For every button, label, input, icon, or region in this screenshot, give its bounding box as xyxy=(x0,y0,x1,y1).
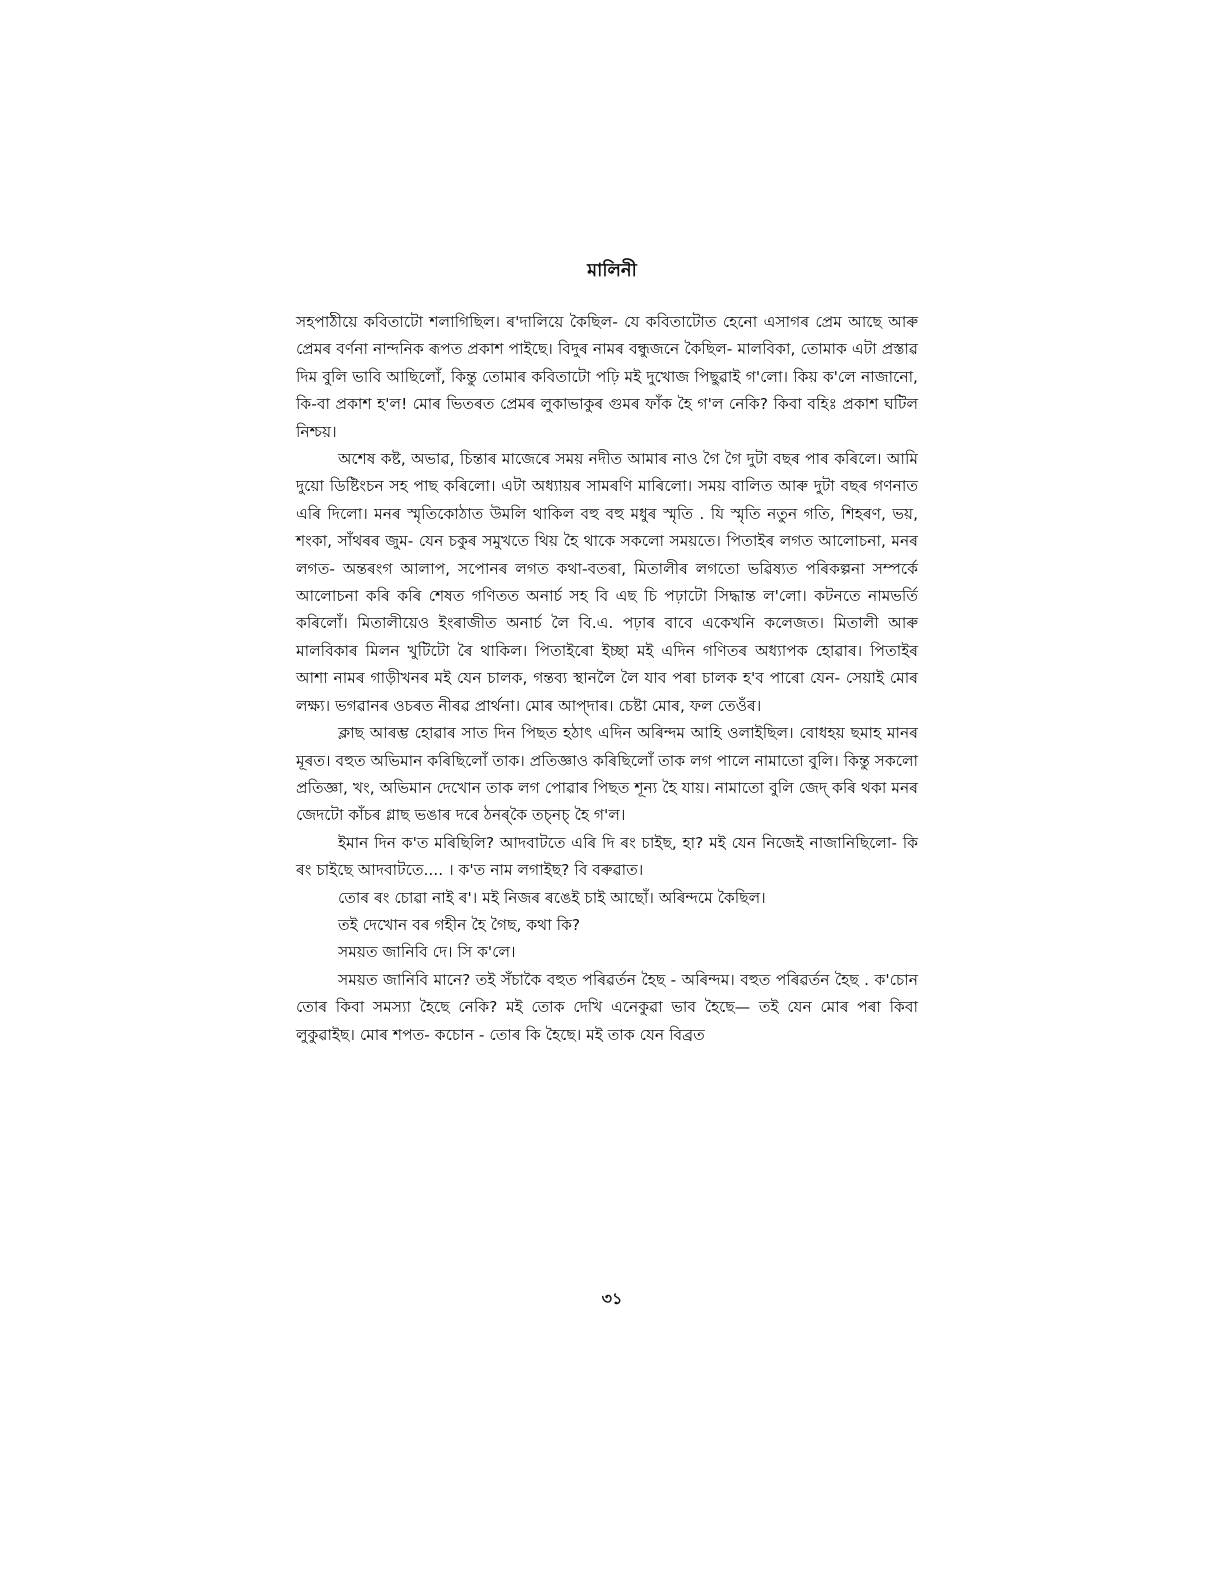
page-number: ৩১ xyxy=(601,1289,623,1308)
paragraph: তোৰ ৰং চোৱা নাই ৰ'। মই নিজৰ ৰঙেই চাই আছোঁ। অৰিন্দমে কৈছিল। xyxy=(338,888,766,907)
paragraph: সহপাঠীয়ে কবিতাটো শলাগিছিল। ৰ'দালিয়ে কৈছিল- যে কবিতাটোত হেনো এসাগৰ প্ৰেম আছে আৰু প্ৰেমৰ বৰ্ণনা নান্দনিক ৰূপত প্ৰকাশ পাইছে। বিদুৰ নামৰ বন্ধুজনে কৈছিল- মালবিকা, তোমাক এটা প্ৰস্তাৱ দিম বুলি ভাবি আছিলোঁ, কিন্তু তোমাৰ কবিতাটো পঢ়ি মই দুখোজ পিছুৱাই গ'লো। কিয় ক'লে নাজানো, কি-বা প্ৰকাশ হ'ল! মোৰ ভিতৰত প্ৰেমৰ লুকাভাকুৰ গুমৰ ফাঁক হৈ গ'ল নেকি? কিবা বহিঃ প্ৰকাশ ঘটিল নিশ্চয়। xyxy=(296,313,918,441)
page-title: মালিনী xyxy=(587,260,637,281)
paragraph: ইমান দিন ক'ত মৰিছিলি? আদবাটতে এৰি দি ৰং চাইছ, হা? মই যেন নিজেই নাজানিছিলো- কি ৰং চাইছে আদবাটতে.... । ক'ত নাম লগাইছ? বি বৰুৱাত। xyxy=(296,833,918,880)
paragraph: ক্লাছ আৰম্ভ হোৱাৰ সাত দিন পিছত হঠাৎ এদিন অৰিন্দম আহি ওলাইছিল। বোধহয় ছমাহ মানৰ মূৰত। বহুত অভিমান কৰিছিলোঁ তাক। প্ৰতিজ্ঞাও কৰিছিলোঁ তাক লগ পালে নামাতো বুলি। কিন্তু সকলো প্ৰতিজ্ঞা, খং, অভিমান দেখোন তাক লগ পোৱাৰ পিছত শূন্য হৈ যায়। নামাতো বুলি জেদ্ কৰি থকা মনৰ জেদটো কাঁচৰ গ্লাছ ভঙাৰ দৰে ঠনৰ্‌কৈ তচ্‌নচ্‌ হৈ গ'ল। xyxy=(296,724,918,825)
paragraph: সময়ত জানিবি মানে? তই সঁচাকৈ বহুত পৰিৱৰ্তন হৈছ - অৰিন্দম। বহুত পৰিৱৰ্তন হৈছ . ক'চোন তোৰ কিবা সমস্যা হৈছে নেকি? মই তোক দেখি এনেকুৱা ভাব হৈছে— তই যেন মোৰ পৰা কিবা লুকুৱাইছ। মোৰ শপত- কচোন - তোৰ কি হৈছে। মই তাক যেন বিব্ৰত xyxy=(296,970,918,1044)
paragraph: অশেষ কষ্ট, অভাৱ, চিন্তাৰ মাজেৰে সময় নদীত আমাৰ নাও গৈ গৈ দুটা বছৰ পাৰ কৰিলে। আমি দুয়ো ডিষ্টিংচন সহ পাছ কৰিলো। এটা অধ্যায়ৰ সামৰণি মাৰিলো। সময় বালিত আৰু দুটা বছৰ গণনাত এৰি দিলো। মনৰ স্মৃতিকোঠাত উমলি থাকিল বহু বহু মধুৰ স্মৃতি . যি স্মৃতি নতুন গতি, শিহৰণ, ভয়, শংকা, সাঁথৰৰ জুম- যেন চকুৰ সমুখতে থিয় হৈ থাকে সকলো সময়তে। পিতাইৰ লগত আলোচনা, মনৰ লগত- অন্তৰংগ আলাপ, সপোনৰ লগত কথা-বতৰা, মিতালীৰ লগতো ভৱিষ্যত পৰিকল্পনা সম্পৰ্কে আলোচনা কৰি কৰি শেষত গণিতত অনাৰ্চ সহ বি এছ চি পঢ়াটো সিদ্ধান্ত ল'লো। কটনতে নামভৰ্তি কৰিলোঁ। মিতালীয়েও ইংৰাজীত অনাৰ্চ লৈ বি.এ. পঢ়াৰ বাবে একেখনি কলেজত। মিতালী আৰু মালবিকাৰ মিলন খুটিটো ৰৈ থাকিল। পিতাইৰো ইচ্ছা মই এদিন গণিতৰ অধ্যাপক হোৱাৰ। পিতাইৰ আশা নামৰ গাড়ীখনৰ মই যেন চালক, গন্তব্য স্থানলৈ লৈ যাব পৰা চালক হ'ব পাৰো যেন- সেয়াই মোৰ লক্ষ্য। ভগৱানৰ ওচৰত নীৰৱ প্ৰাৰ্থনা। মোৰ আপ্দাৰ। চেষ্টা মোৰ, ফল তেওঁৰ। xyxy=(296,450,918,715)
body-text xyxy=(296,309,918,1049)
paragraph: তই দেখোন বৰ গহীন হৈ গৈছ, কথা কি? xyxy=(338,915,581,934)
paragraph: সময়ত জানিবি দে। সি ক'লে। xyxy=(338,943,516,962)
